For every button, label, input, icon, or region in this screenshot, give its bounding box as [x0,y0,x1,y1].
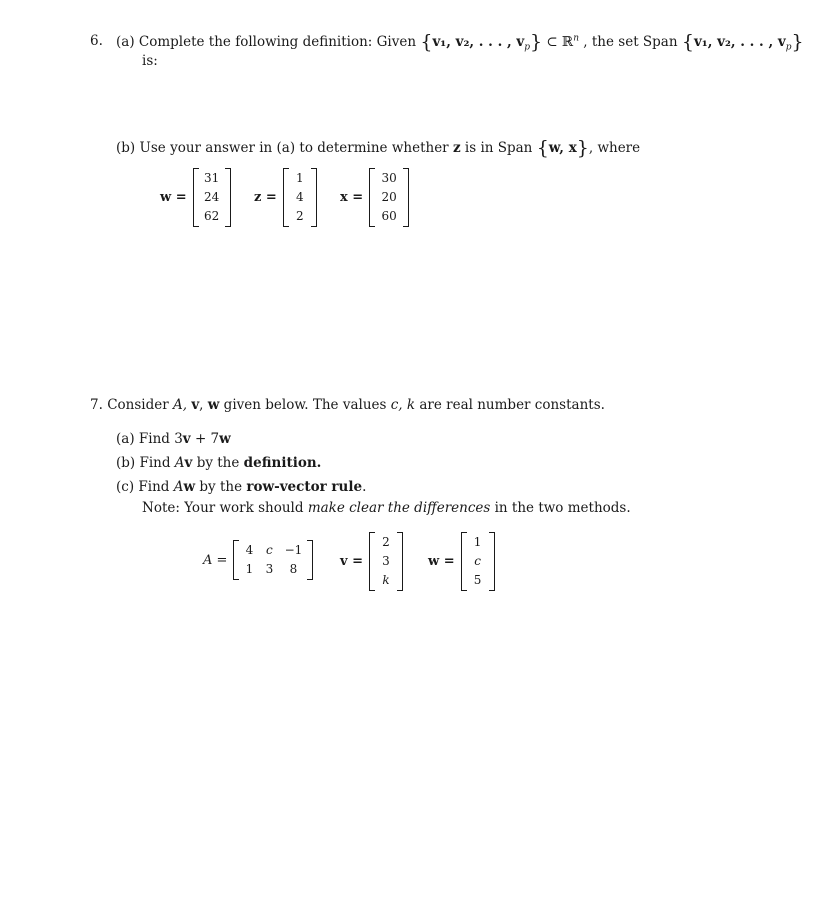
matrix-entry: 60 [381,209,397,223]
method-definition: definition. [243,455,322,471]
var-w: w [183,479,196,495]
matrix-entry: −1 [284,543,303,557]
matrix-A [203,540,313,580]
bracket-right [489,532,495,591]
matrix-entry: k [382,573,390,587]
matrix-z-6 [254,168,317,227]
problem-7c-by: by the [195,479,247,495]
matrix-entry: 31 [203,171,220,185]
matrix-entry: 1 [245,562,254,576]
problem-7c [116,481,366,495]
matrix-entry: 5 [473,573,482,587]
note-text-2: in the two methods. [490,500,631,516]
problem-7a-text: Find 3 [138,431,183,447]
matrix-entry: 4 [245,543,254,557]
problem-6b-line [116,139,640,158]
matrix-label: v = [340,554,363,569]
var-v: v [184,455,193,471]
subscript-p: p [524,42,530,53]
matrix-label: x = [340,190,364,205]
matrix-label: w = [160,190,187,205]
span-vector-list: v₁, v₂, . . . , v [693,34,786,50]
matrix-x-6 [340,168,409,227]
bracket-right [311,168,317,227]
matrix-entry: 3 [382,554,390,568]
matrix-label: w = [428,554,455,569]
matrix-label: A = [203,552,228,568]
span-brace-open: { [681,31,694,53]
matrix-entry: 3 [265,562,274,576]
problem-7c-label: (c) [116,479,135,495]
matrix-entry: 1 [473,535,482,549]
problem-7-intro [90,399,605,413]
matrix-entry: c [474,554,481,568]
var-A: A [174,455,185,471]
matrix-entry: 2 [295,209,304,223]
bracket-right [307,540,313,580]
matrix-w-6 [160,168,231,227]
set-brace-open: { [420,31,433,53]
problem-6a-label: (a) [116,34,135,50]
vector-z: z [452,140,461,156]
problem-6a-line [116,33,804,53]
plus: + 7 [190,431,220,447]
matrix-entry: 62 [203,209,220,223]
bracket-right [403,168,409,227]
problem-7-note [142,502,631,516]
problem-6b-text-mid: is in Span [464,140,533,156]
matrix-entry: c [266,543,273,557]
problem-7a-label: (a) [116,431,135,447]
note-text: Your work should [179,500,308,516]
span-brace-open: { [536,137,549,159]
var-A: A [173,479,184,495]
note-emphasis: make clear the differences [307,500,491,516]
problem-6a-text-mid: , the set Span [583,34,678,50]
problem-6-number: 6. [90,33,103,49]
span-subscript-p: p [785,42,792,53]
problem-7b-text: Find [139,455,175,471]
problem-7a [116,433,231,447]
problem-7-text-3: are real number constants. [415,397,605,413]
note-label: Note: [142,500,180,516]
period: . [362,479,367,495]
var-v: v [182,431,191,447]
matrix-v [340,532,403,591]
matrix-entry: 20 [381,190,397,204]
problem-6a-continuation: is: [142,53,158,69]
span-brace-close: } [576,137,589,159]
matrix-entry: 30 [381,171,397,185]
method-row-vector-rule: row-vector rule [246,479,363,495]
matrix-label: z = [254,190,277,205]
problem-6b-text: Use your answer in (a) to determine whether [139,140,449,156]
span-set: w, x [548,140,577,156]
vector-list: v₁, v₂, . . . , v [432,34,525,50]
var-w: w [219,431,231,447]
set-brace-close: } [529,31,543,53]
problem-7b-by: by the [192,455,244,471]
problem-7b-label: (b) [116,455,136,471]
var-w: w [207,397,220,413]
problem-7-number: 7. [90,397,103,413]
matrix-entry: 1 [295,171,304,185]
subset-rn: ⊂ ℝ [546,34,574,50]
bracket-right [225,168,231,227]
constants: c, k [390,397,416,413]
comma: , [199,397,208,413]
matrix-entry: 8 [289,562,298,576]
matrix-entry: 24 [203,190,220,204]
superscript-n: n [573,33,579,44]
problem-6a-text: Complete the following definition: Given [138,34,417,50]
var-v: v [191,397,200,413]
bracket-right [397,532,403,591]
problem-6b-text-after: , where [588,140,641,156]
problem-6b-label: (b) [116,140,136,156]
matrix-entry: 4 [295,190,304,204]
var-A: A, [172,397,192,413]
problem-7b [116,457,321,471]
problem-7-text-2: given below. The values [219,397,391,413]
span-brace-close: } [791,31,804,53]
matrix-w-7 [428,532,495,591]
problem-7-text: Consider [107,397,169,413]
matrix-entry: 2 [382,535,390,549]
problem-7c-text: Find [138,479,174,495]
